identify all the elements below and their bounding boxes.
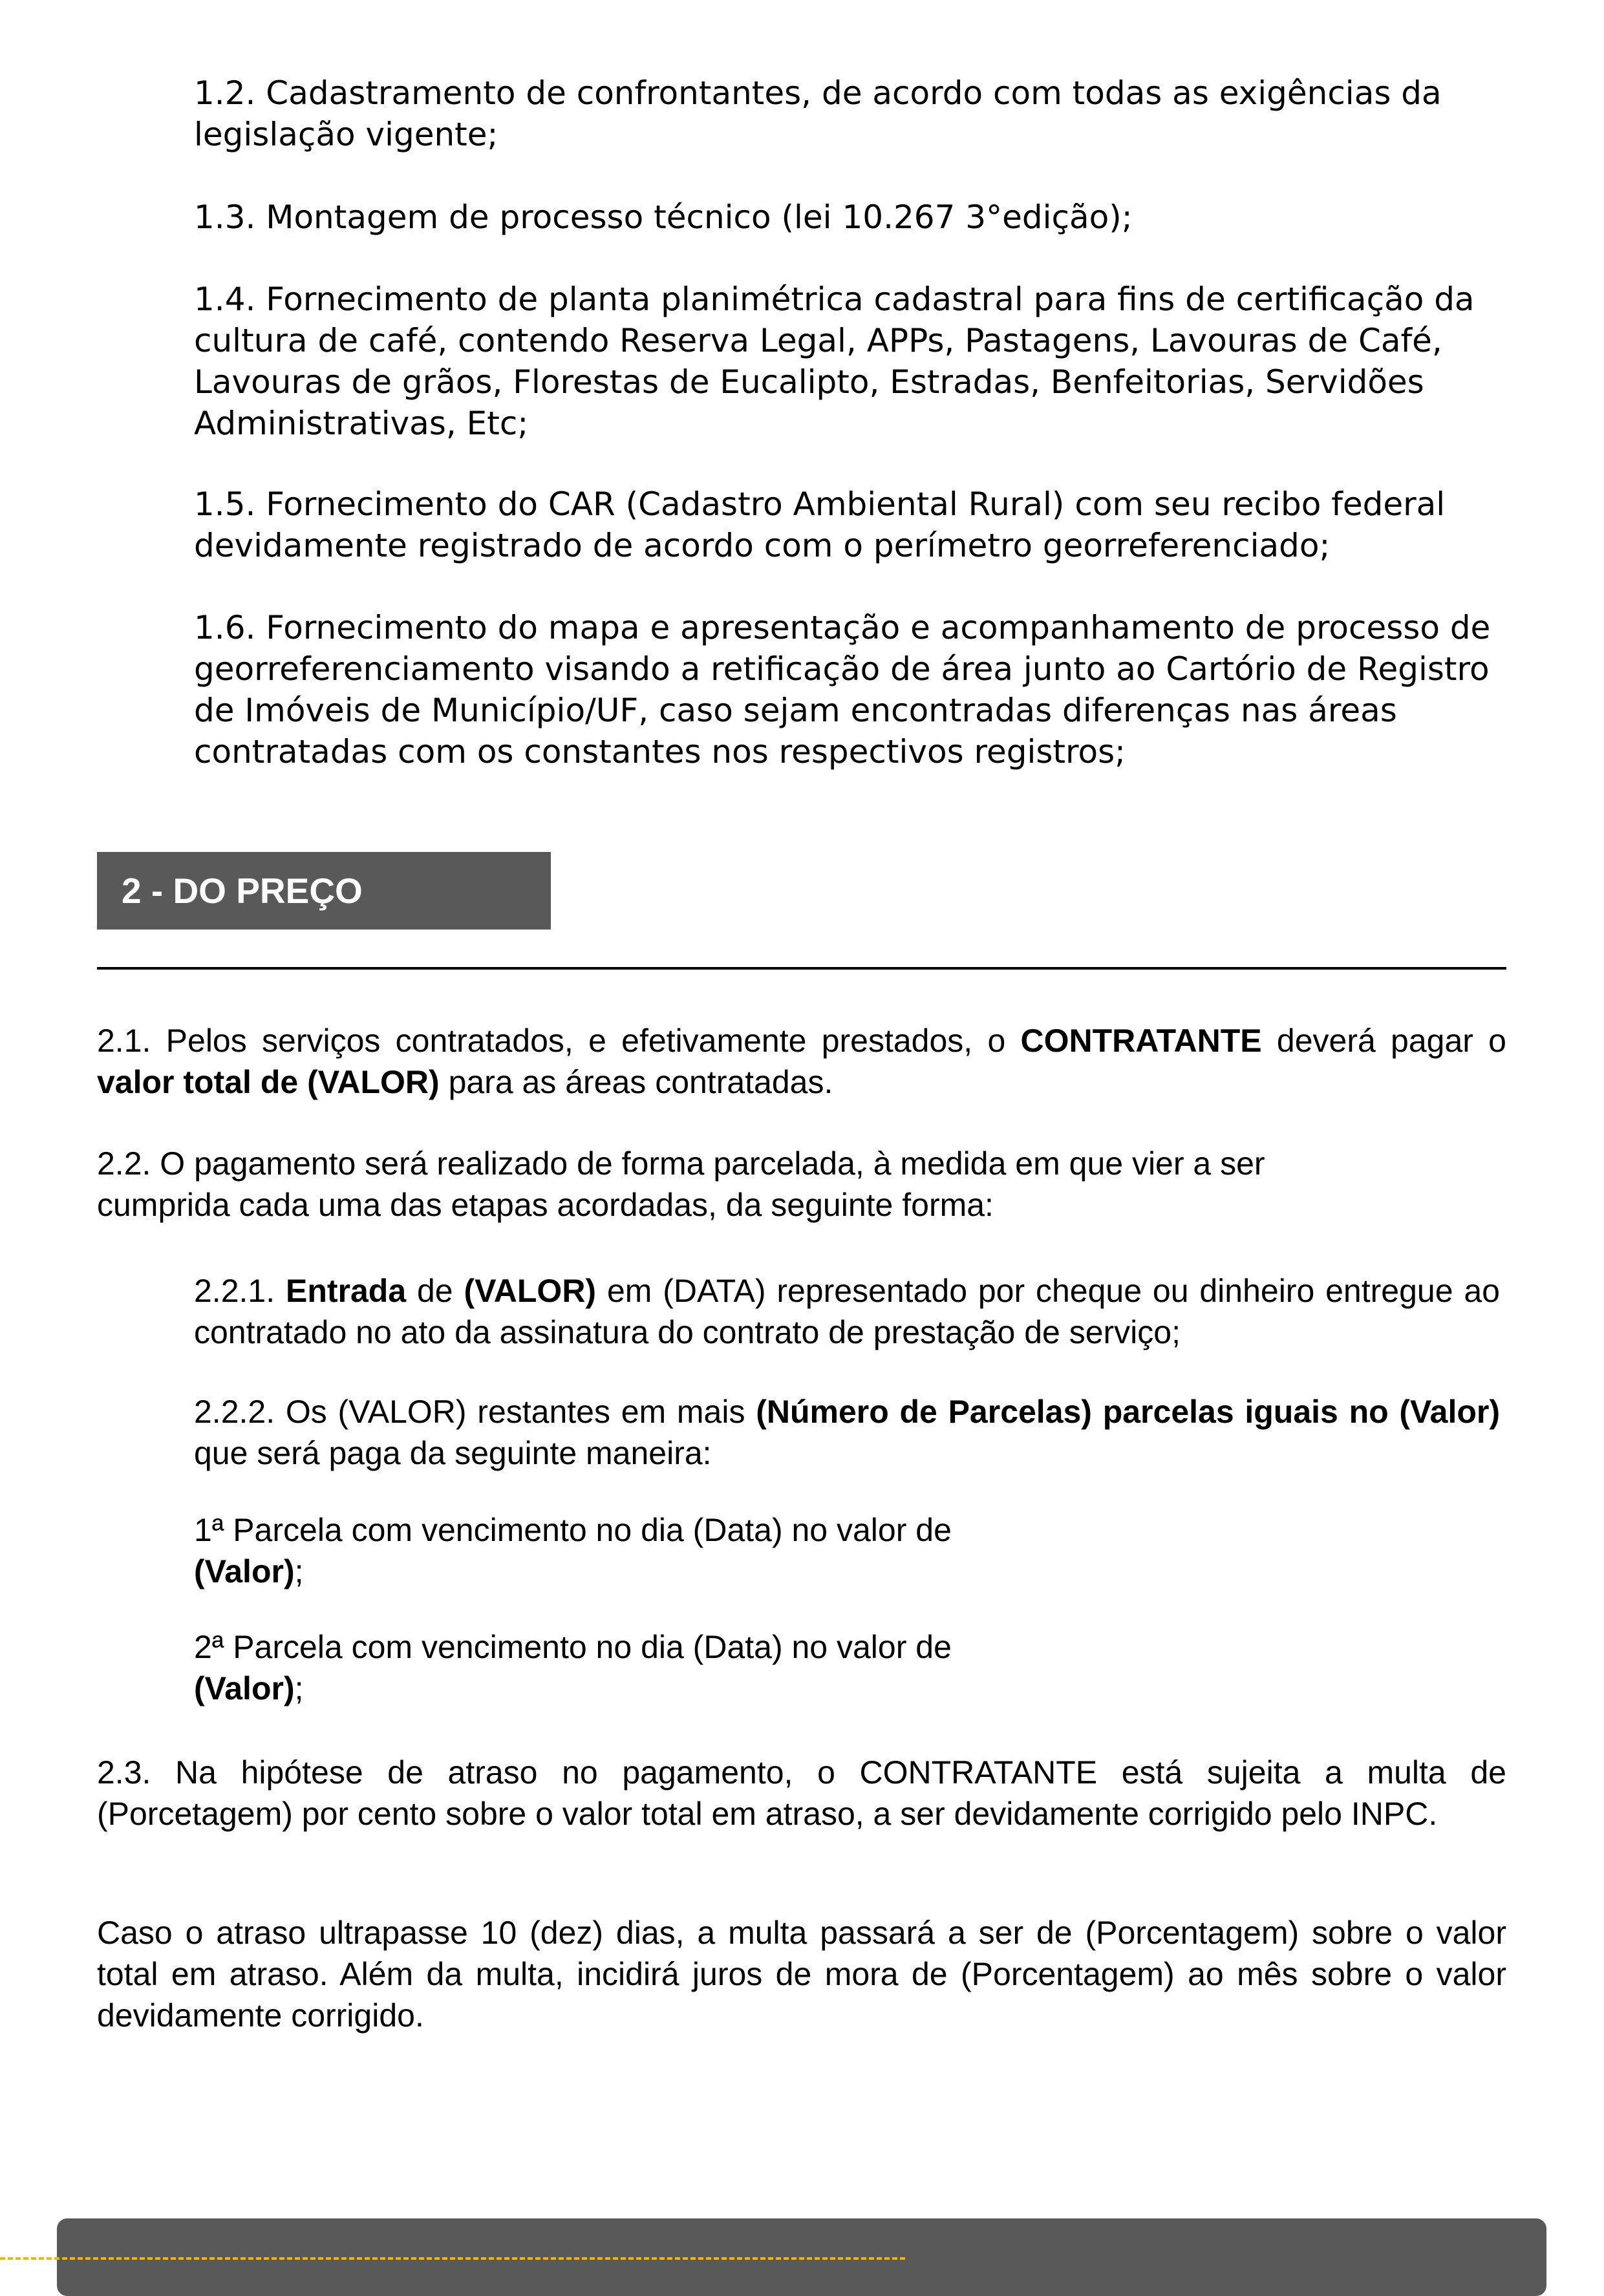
clause-2-1: 2.1. Pelos serviços contratados, e efetivamente prestados, o CONTRATANTE deverá pagar o valor total de (VALOR) para as áreas contratadas.: [97, 1023, 1506, 1100]
clause-1-5: 1.5. Fornecimento do CAR (Cadastro Ambiental Rural) com seu recibo federal devidamente registrado de acordo com o perímetro georreferenciado;: [194, 485, 1446, 564]
clause-2-2-2: 2.2.2. Os (VALOR) restantes em mais (Número de Parcelas) parcelas iguais no (Valor) que será paga da seguinte maneira:: [194, 1394, 1500, 1471]
clause-1-3: 1.3. Montagem de processo técnico (lei 10.267 3°edição);: [194, 198, 1133, 236]
late-payment-clause: Caso o atraso ultrapasse 10 (dez) dias, a multa passará a ser de (Porcentagem) sobre o valor total em atraso. Além da multa, incidirá juros de mora de (Porcentagem) ao mês sobre o valor devidamente corrigido.: [97, 1915, 1506, 2034]
section-divider: [97, 967, 1506, 970]
installment-2: 2ª Parcela com vencimento no dia (Data) no valor de (Valor);: [194, 1629, 952, 1706]
clause-1-6: 1.6. Fornecimento do mapa e apresentação e acompanhamento de processo de georreferenciamento visando a retificação de área junto ao Cartório de Registro de Imóveis de Município/UF, caso sejam encontradas diferenças nas áreas contratadas com os constantes nos respectivos registros;: [194, 609, 1491, 771]
clause-2-2-1: 2.2.1. Entrada de (VALOR) em (DATA) representado por cheque ou dinheiro entregue ao contratado no ato da assinatura do contrato de prestação de serviço;: [194, 1273, 1500, 1350]
clause-1-4: 1.4. Fornecimento de planta planimétrica cadastral para fins de certificação da cultura de café, contendo Reserva Legal, APPs, Pastagens, Lavouras de Café, Lavouras de grãos, Florestas de Eucalipto, Estradas, Benfeitorias, Servidões Administrativas, Etc;: [194, 281, 1475, 442]
clause-2-2: 2.2. O pagamento será realizado de forma parcelada, à medida em que vier a ser cumprida cada uma das etapas acordadas, da seguinte forma:: [97, 1145, 1265, 1223]
clause-1-2: 1.2. Cadastramento de confrontantes, de acordo com todas as exigências da legislação vigente;: [194, 74, 1442, 153]
section-heading: 2 - DO PREÇO: [97, 852, 551, 930]
clause-2-3: 2.3. Na hipótese de atraso no pagamento, o CONTRATANTE está sujeita a multa de (Porcetagem) por cento sobre o valor total em atraso, a ser devidamente corrigido pelo INPC.: [97, 1754, 1506, 1832]
installment-1: 1ª Parcela com vencimento no dia (Data) no valor de (Valor);: [194, 1512, 952, 1589]
footer-dashed-line: [0, 2257, 905, 2260]
